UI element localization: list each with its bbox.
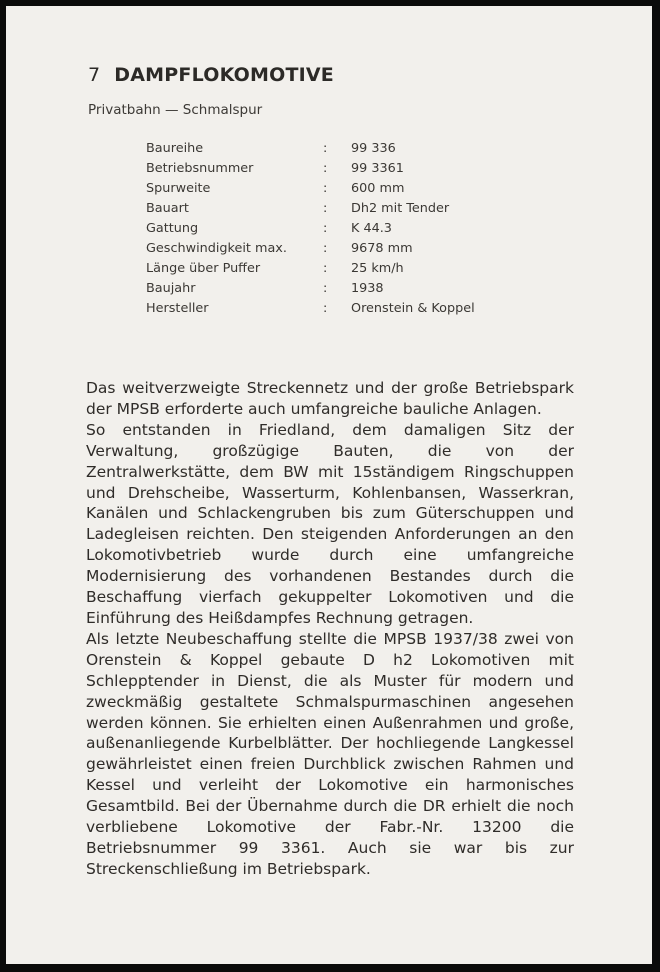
spec-value: Dh2 mit Tender (351, 201, 450, 216)
paragraph: Das weitverzweigte Streckennetz und der große Betriebspark der MPSB erforderte auch umfangreiche bauliche Anlagen. (86, 379, 574, 418)
paragraph: So entstanden in Friedland, dem damaligen Sitz der Verwaltung, großzügige Bauten, die von der Zentralwerkstätte, dem BW mit 15ständigem Ringschuppen und Drehscheibe, Wasserturm, Kohlenbansen, Wasserkran, Kanälen und Schlackengruben bis zum Güterschuppen und Ladegleisen reichten. Den steigenden Anforderungen an den Lokomotivbetrieb wurde durch eine umfangreiche Modernisierung des vorhandenen Bestandes durch die Beschaffung vierfach gekuppelter Lokomotiven und die Einführung des Heißdampfes Rechnung getragen. (86, 420, 574, 627)
spec-colon: : (323, 241, 328, 256)
spec-colon: : (323, 141, 328, 156)
spec-value: 1938 (351, 281, 384, 296)
spec-value: K 44.3 (351, 221, 392, 236)
spec-label: Länge über Puffer (146, 261, 261, 276)
spec-colon: : (323, 201, 328, 216)
spec-label: Baureihe (146, 141, 204, 156)
spec-label: Betriebsnummer (146, 161, 254, 176)
spec-label: Geschwindigkeit max. (146, 241, 287, 256)
spec-colon: : (323, 281, 328, 296)
spec-label: Spurweite (146, 181, 211, 196)
spec-colon: : (323, 161, 328, 176)
spec-label: Gattung (146, 221, 199, 236)
spec-colon: : (323, 181, 328, 196)
item-number: 7 (88, 64, 101, 86)
spec-value: 99 3361 (351, 161, 404, 176)
spec-label: Baujahr (146, 281, 196, 296)
body-text (86, 378, 574, 880)
spec-colon: : (323, 261, 328, 276)
page-title: DAMPFLOKOMOTIVE (114, 64, 334, 86)
spec-value: 99 336 (351, 141, 396, 156)
page-heading (88, 64, 334, 86)
spec-colon: : (323, 301, 328, 316)
subtitle: Privatbahn — Schmalspur (88, 102, 263, 118)
document-card (6, 6, 652, 964)
spec-value: Orenstein & Koppel (351, 301, 475, 316)
spec-value: 9678 mm (351, 241, 413, 256)
spec-colon: : (323, 221, 328, 236)
spec-value: 600 mm (351, 181, 405, 196)
spec-value: 25 km/h (351, 261, 404, 276)
paragraph: Als letzte Neubeschaffung stellte die MPSB 1937/38 zwei von Orenstein & Koppel gebaute D h2 Lokomotiven mit Schlepptender in Dienst, die als Muster für modern und zweckmäßig gestaltete Schmalspurmaschinen angesehen werden können. Sie erhielten einen Außenrahmen und große, außenanliegende Kurbelblätter. Der hochliegende Langkessel gewährleistet einen freien Durchblick zwischen Rahmen und Kessel und verleiht der Lokomotive ein harmonisches Gesamtbild. Bei der Übernahme durch die DR erhielt die noch verbliebene Lokomotive der Fabr.-Nr. 13200 die Betriebsnummer 99 3361. Auch sie war bis zur Streckenschließung im Betriebspark. (86, 629, 574, 878)
spec-label: Hersteller (146, 301, 209, 316)
spec-label: Bauart (146, 201, 189, 216)
